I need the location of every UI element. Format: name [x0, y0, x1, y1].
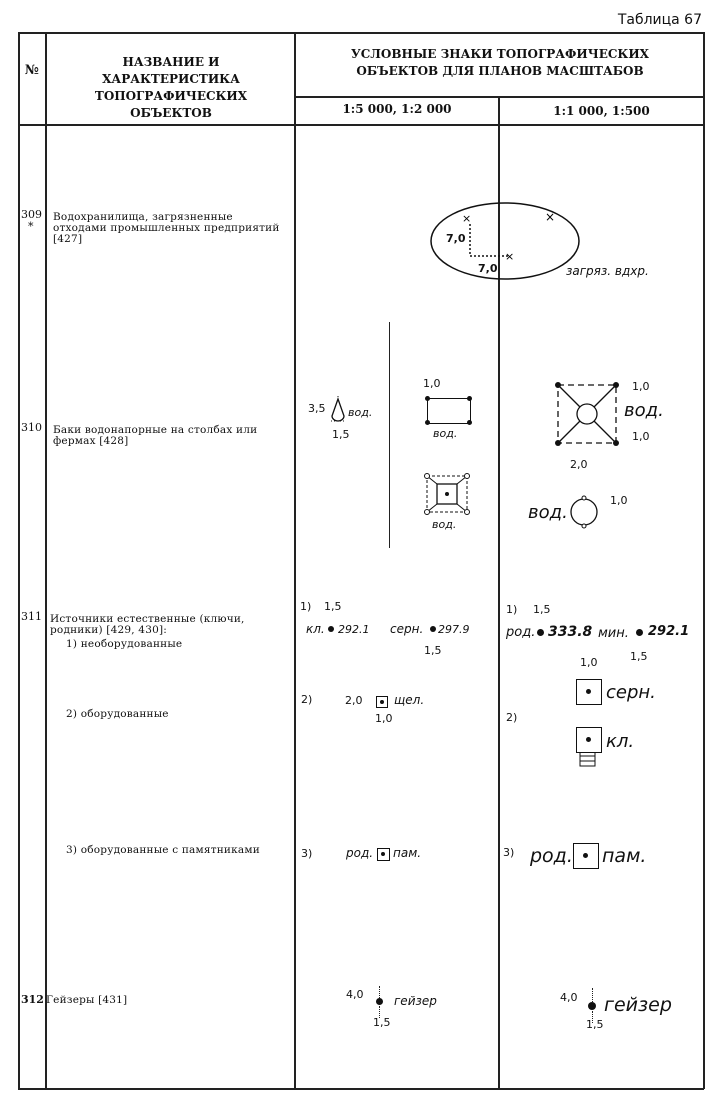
b2-index: 2): [506, 711, 518, 724]
geyser-a-dim2: 1,5: [373, 1016, 391, 1029]
tank-a-dim-width: 1,5: [332, 428, 350, 441]
row-309-number: 309: [21, 208, 42, 221]
b2-label1: серн.: [606, 682, 656, 703]
tank-d-dim1: 1,0: [632, 380, 650, 393]
svg-text:×: ×: [505, 250, 515, 263]
header-scale-b: 1:1 000, 1:500: [553, 104, 650, 118]
tank-d-dim3: 2,0: [570, 458, 588, 471]
geyser-b-dim1: 4,0: [560, 991, 578, 1004]
tank-d-dim2: 1,0: [632, 430, 650, 443]
header-signs-col: УСЛОВНЫЕ ЗНАКИ ТОПОГРАФИЧЕСКИХ ОБЪЕКТОВ ДЛЯ ПЛАНОВ МАСШТАБОВ: [351, 47, 649, 78]
row-309-description: Водохранилища, загрязненные отходами промышленных предприятий [427]: [53, 211, 280, 245]
tank-e-label: вод.: [528, 502, 568, 523]
row-311-number: 311: [21, 610, 42, 623]
b3-rod-label: род.: [530, 845, 573, 867]
a3-pam-label: пам.: [393, 846, 422, 860]
row-311-description: Источники естественные (ключи, родники) [429, 430]:: [50, 613, 245, 636]
row-312-number: 312: [21, 993, 44, 1006]
a1-dim1: 1,5: [324, 600, 342, 613]
a2-dim2: 1,0: [375, 712, 393, 725]
a2-dim1: 2,0: [345, 694, 363, 707]
b1-dim1: 1,5: [533, 603, 551, 616]
a1-index: 1): [300, 600, 312, 613]
tank-small-icon: [328, 396, 348, 426]
row-311-sub2: 2) оборудованные: [66, 708, 169, 720]
geyser-b-dot: [588, 1002, 596, 1010]
tank-on-frame-icon: [423, 472, 471, 516]
a1-value2: 297.9: [438, 623, 470, 636]
reservoir-dim-horizontal: 7,0: [478, 262, 498, 275]
row-310-number: 310: [21, 421, 42, 434]
geyser-b-label: гейзер: [604, 994, 672, 1016]
reservoir-dim-vertical: 7,0: [446, 232, 466, 245]
table-caption: Таблица 67: [617, 12, 702, 28]
geyser-a-dim1: 4,0: [346, 988, 364, 1001]
a1-value1: 292.1: [338, 623, 370, 636]
tank-b-dim: 1,0: [423, 377, 441, 390]
tank-b-label: вод.: [433, 427, 458, 440]
b1-dim2: 1,5: [630, 650, 648, 663]
geyser-a-dot: [376, 998, 383, 1005]
header-num: №: [24, 63, 40, 78]
row-312-description: Гейзеры [431]: [46, 994, 128, 1006]
row-311-sub3: 3) оборудованные с памятниками: [66, 844, 260, 856]
a1-sern-label: серн.: [390, 622, 424, 636]
svg-text:×: ×: [462, 212, 472, 225]
tank-d-label: вод.: [624, 400, 664, 421]
geyser-b-dim2: 1,5: [586, 1018, 604, 1031]
b3-pam-label: пам.: [602, 845, 647, 867]
header-name-col: НАЗВАНИЕ И ХАРАКТЕРИСТИКА ТОПОГРАФИЧЕСКИХ ОБЪЕКТОВ: [94, 55, 248, 120]
b1-min-label: мин.: [598, 626, 629, 641]
a3-rod-label: род.: [346, 846, 374, 860]
row-311-sub1: 1) необорудованные: [66, 638, 183, 650]
b2-pipe-icon: [579, 752, 597, 768]
b1-value1: 333.8: [548, 624, 593, 640]
tank-large-scale-icon: [550, 377, 630, 457]
reservoir-label: загряз. вдхр.: [566, 264, 649, 278]
a3-index: 3): [301, 847, 313, 860]
header-scale-a: 1:5 000, 1:2 000: [342, 102, 452, 116]
b1-rod-label: род.: [506, 625, 536, 640]
tank-a-label: вод.: [348, 406, 373, 419]
row-309-star: *: [28, 220, 34, 233]
tank-c-label: вод.: [432, 518, 457, 531]
tank-e-dim: 1,0: [610, 494, 628, 507]
geyser-a-label: гейзер: [394, 994, 437, 1008]
a2-index: 2): [301, 693, 313, 706]
a2-label: щел.: [394, 693, 425, 707]
a1-kl-label: кл.: [306, 622, 325, 636]
b1-index: 1): [506, 603, 518, 616]
b2-dim1: 1,0: [580, 656, 598, 669]
tank-round-icon: [566, 494, 602, 530]
b2-label2: кл.: [606, 731, 635, 752]
a1-dim2: 1,5: [424, 644, 442, 657]
b1-value2: 292.1: [648, 624, 690, 639]
tank-rect-icon: [427, 398, 471, 424]
b3-index: 3): [503, 846, 515, 859]
subcolumn-divider: [389, 322, 390, 548]
tank-a-dim-height: 3,5: [308, 402, 326, 415]
svg-text:×: ×: [545, 210, 556, 224]
row-310-description: Баки водонапорные на столбах или фермах [428]: [53, 424, 258, 447]
